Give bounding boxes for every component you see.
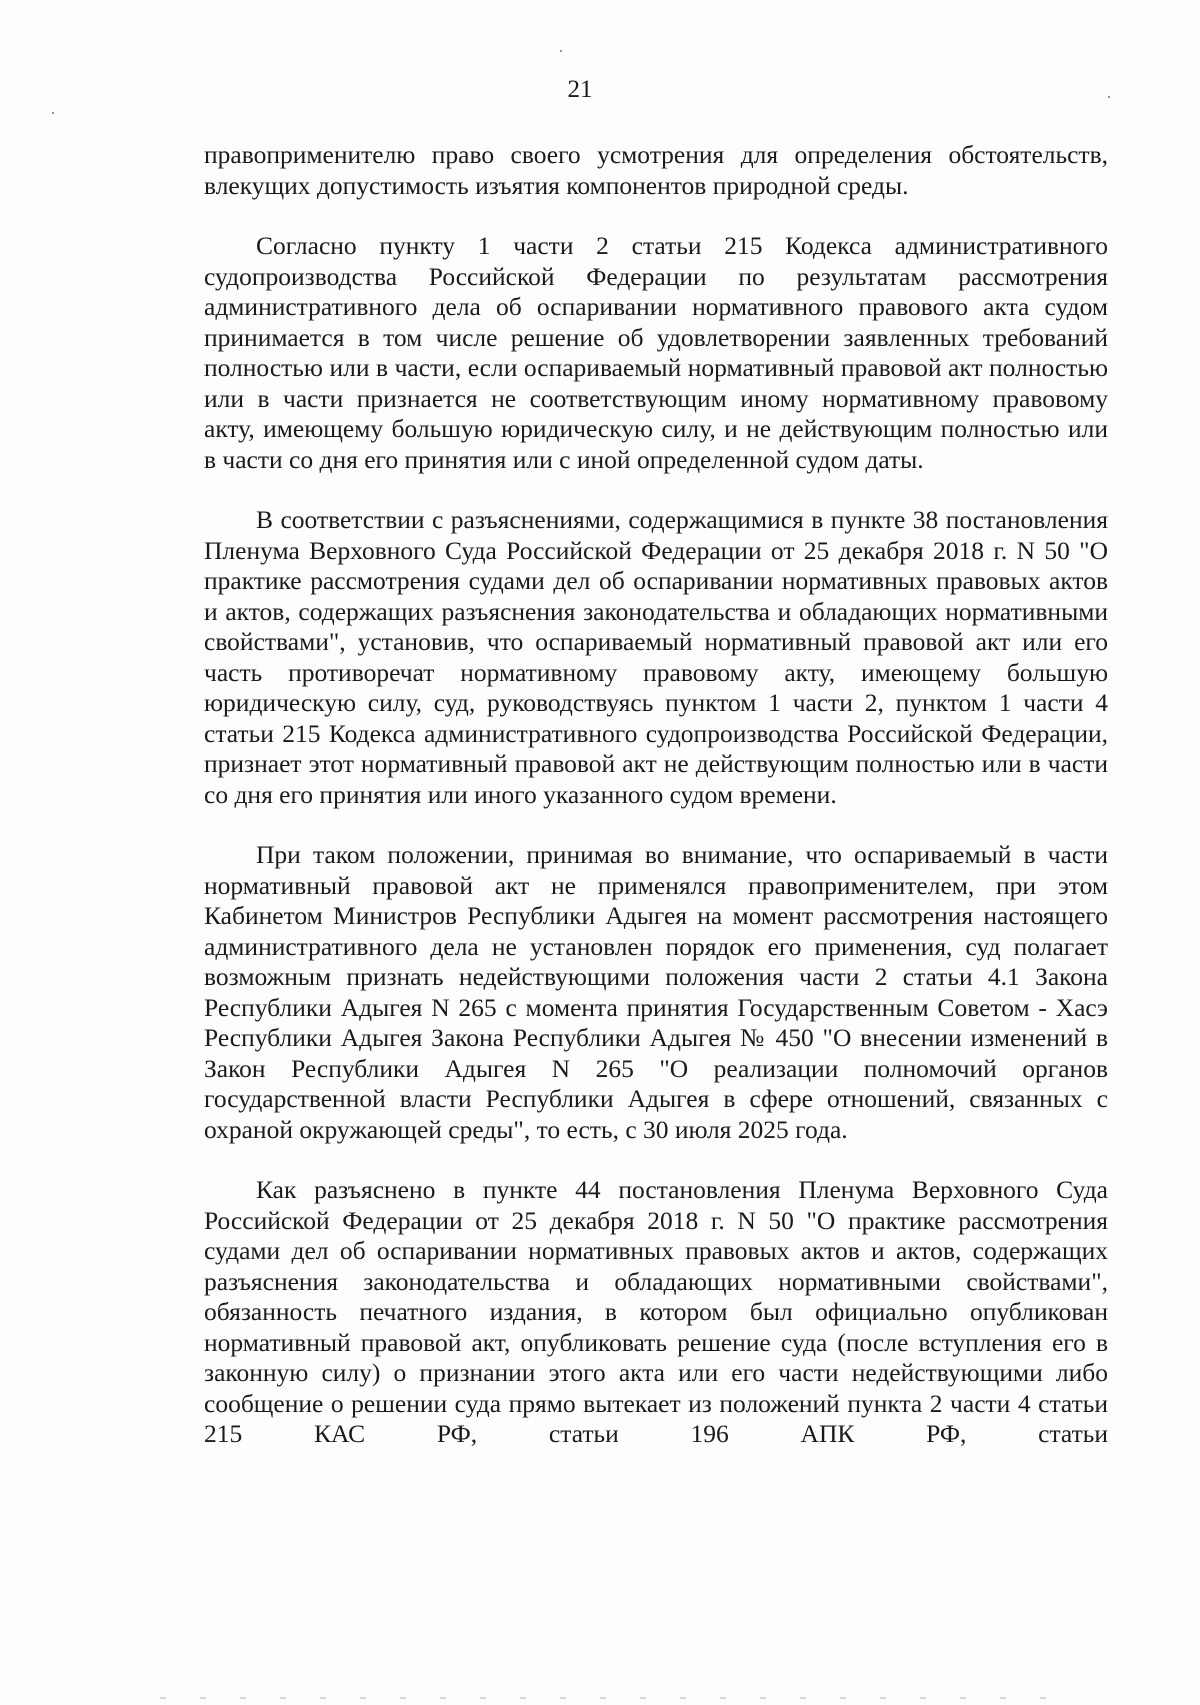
page-number: 21: [567, 76, 593, 103]
paragraph-4: При таком положении, принимая во внимание, что оспариваемый в части нормативный правовой акт не применялся правоприменителем, при этом Кабинетом Министров Республики Адыгея на момент рассмотрения настоящего административного дела не установлен порядок его применения, суд полагает возможным признать недействующими положения части 2 статьи 4.1 Закона Республики Адыгея N 265 с момента принятия Государственным Советом - Хасэ Республики Адыгея Закона Республики Адыгея № 450 "О внесении изменений в Закон Республики Адыгея N 265 "О реализации полномочий органов государственной власти Республики Адыгея в сфере отношений, связанных с охраной окружающей среды", то есть, с 30 июля 2025 года.: [204, 840, 1108, 1144]
document-body: [204, 140, 1108, 1450]
paragraph-2: Согласно пункту 1 части 2 статьи 215 Кодекса административного судопроизводства Российской Федерации по результатам рассмотрения административного дела об оспаривании нормативного правового акта судом принимается в том числе решение об удовлетворении заявленных требований полностью или в части, если оспариваемый нормативный правовой акт полностью или в части признается не соответствующим иному нормативному правовому акту, имеющему большую юридическую силу, и не действующим полностью или в части со дня его принятия или с иной определенной судом даты.: [204, 231, 1108, 474]
scan-speck: [560, 50, 562, 52]
scan-speck: [52, 112, 54, 114]
paragraph-1: правоприменителю право своего усмотрения для определения обстоятельств, влекущих допустимость изъятия компонентов природной среды.: [204, 140, 1108, 200]
paragraph-3: В соответствии с разъяснениями, содержащимися в пункте 38 постановления Пленума Верховного Суда Российской Федерации от 25 декабря 2018 г. N 50 "О практике рассмотрения судами дел об оспаривании нормативных правовых актов и актов, содержащих разъяснения законодательства и обладающих нормативными свойствами", установив, что оспариваемый нормативный правовой акт или его часть противоречат нормативному правовому акту, имеющему большую юридическую силу, суд, руководствуясь пунктом 1 части 2, пунктом 1 части 4 статьи 215 Кодекса административного судопроизводства Российской Федерации, признает этот нормативный правовой акт не действующим полностью или в части со дня его принятия или иного указанного судом времени.: [204, 505, 1108, 809]
paragraph-5: Как разъяснено в пункте 44 постановления Пленума Верховного Суда Российской Федерации от 25 декабря 2018 г. N 50 "О практике рассмотрения судами дел об оспаривании нормативных правовых актов и актов, содержащих разъяснения законодательства и обладающих нормативными свойствами", обязанность печатного издания, в котором был официально опубликован нормативный правовой акт, опубликовать решение суда (после вступления его в законную силу) о признании этого акта или его части недействующими либо сообщение о решении суда прямо вытекает из положений пункта 2 части 4 статьи 215 КАС РФ, статьи 196 АПК РФ, статьи: [204, 1175, 1108, 1448]
scan-edge-noise: [160, 1697, 1060, 1699]
